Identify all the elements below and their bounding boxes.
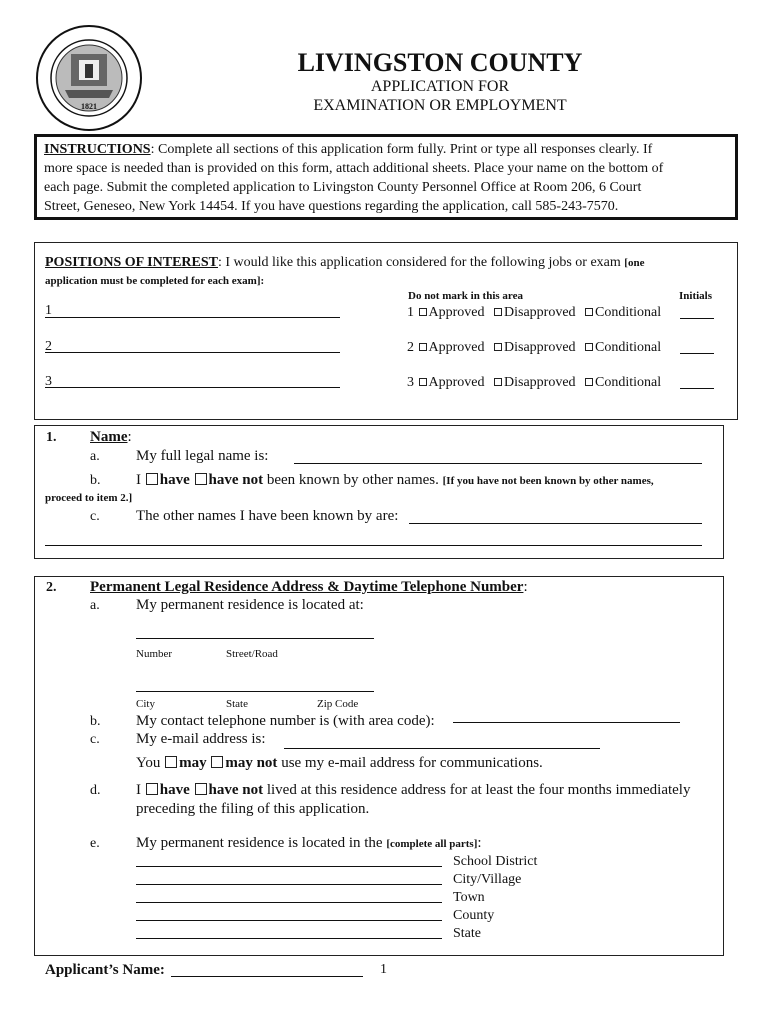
- city-caption: City: [136, 698, 155, 710]
- county-seal: [35, 24, 143, 132]
- disapproved-checkbox-3[interactable]: [494, 378, 502, 386]
- status-row-3: 3 Approved Disapproved Conditional: [407, 375, 662, 390]
- section-1-box: [34, 425, 724, 559]
- full-legal-name-input[interactable]: [294, 463, 702, 464]
- applicant-name-label: Applicant’s Name:: [45, 962, 165, 978]
- email-permission: You may may not use my e-mail address for communications.: [136, 755, 543, 771]
- county-label: County: [453, 908, 495, 923]
- approved-checkbox-2[interactable]: [419, 343, 427, 351]
- residency-question: I have have not lived at this residence address for at least the four months immediately: [136, 782, 691, 798]
- initials-input-2[interactable]: [680, 353, 714, 354]
- town-input[interactable]: [136, 902, 442, 903]
- have-not-checkbox[interactable]: [195, 473, 207, 485]
- number-caption: Number: [136, 648, 173, 660]
- residency-have-checkbox[interactable]: [146, 783, 158, 795]
- positions-note: application must be completed for each exam]:: [45, 275, 265, 287]
- telephone-label: My contact telephone number is (with area code):: [136, 713, 435, 729]
- form-subtitle-2: EXAMINATION OR EMPLOYMENT: [313, 97, 567, 114]
- page-number: 1: [380, 962, 387, 977]
- conditional-checkbox-2[interactable]: [585, 343, 593, 351]
- item-1b-label: b.: [90, 473, 101, 488]
- full-legal-name-label: My full legal name is:: [136, 448, 269, 464]
- section-1-title: Name:: [90, 429, 132, 445]
- county-title: LIVINGSTON COUNTY: [297, 48, 583, 77]
- residence-label: My permanent residence is located at:: [136, 597, 364, 613]
- status-row-2: 2 Approved Disapproved Conditional: [407, 340, 662, 355]
- initials-input-3[interactable]: [680, 388, 714, 389]
- have-checkbox[interactable]: [146, 473, 158, 485]
- item-2c-label: c.: [90, 732, 100, 747]
- street-address-input[interactable]: [136, 638, 374, 639]
- proceed-note: proceed to item 2.]: [45, 492, 133, 504]
- email-label: My e-mail address is:: [136, 731, 266, 747]
- item-2b-label: b.: [90, 714, 101, 729]
- section-1-number: 1.: [46, 430, 57, 445]
- other-names-question: I have have not been known by other names. [If you have not been known by other names,: [136, 472, 654, 488]
- residency-question-cont: preceding the filing of this application.: [136, 801, 370, 817]
- position-2-input[interactable]: [45, 352, 340, 353]
- disapproved-checkbox-1[interactable]: [494, 308, 502, 316]
- positions-heading: POSITIONS OF INTEREST: I would like this application considered for the following jobs or exam [one: [45, 255, 645, 270]
- instructions-label: INSTRUCTIONS: [44, 142, 151, 157]
- position-1-number: 1: [45, 303, 52, 318]
- email-input[interactable]: [284, 748, 600, 749]
- position-2-number: 2: [45, 339, 52, 354]
- position-3-input[interactable]: [45, 387, 340, 388]
- state-label: State: [453, 926, 481, 941]
- initials-input-1[interactable]: [680, 318, 714, 319]
- item-2d-label: d.: [90, 783, 101, 798]
- initials-header: Initials: [679, 290, 713, 302]
- section-2-number: 2.: [46, 580, 57, 595]
- applicant-name-input[interactable]: [171, 976, 363, 977]
- approved-checkbox-1[interactable]: [419, 308, 427, 316]
- item-2e-label: e.: [90, 836, 100, 851]
- telephone-input[interactable]: [453, 722, 680, 723]
- state-caption: State: [226, 698, 248, 710]
- item-1c-label: c.: [90, 509, 100, 524]
- seal-year: 1821: [81, 102, 97, 111]
- town-label: Town: [453, 890, 485, 905]
- zip-caption: Zip Code: [317, 698, 359, 710]
- other-names-input-2[interactable]: [45, 545, 702, 546]
- residency-have-not-checkbox[interactable]: [195, 783, 207, 795]
- office-use-note: Do not mark in this area: [408, 290, 523, 302]
- school-district-input[interactable]: [136, 866, 442, 867]
- instructions-text: INSTRUCTIONS: Complete all sections of this application form fully. Print or type all responses clearly. If more space is needed than is provided on this form, attach additional sheets. Place your name on the bottom of each page. Submit the completed application to Livingston County Personnel Office at Room 206, 6 Court Street, Geneseo, New York 14454. If you have questions regarding the application, call 585-243-7570.: [44, 142, 664, 214]
- state-input[interactable]: [136, 938, 442, 939]
- residence-location-label: My permanent residence is located in the [complete all parts]:: [136, 835, 482, 851]
- disapproved-checkbox-2[interactable]: [494, 343, 502, 351]
- position-3-number: 3: [45, 374, 52, 389]
- may-not-checkbox[interactable]: [211, 756, 223, 768]
- city-state-zip-input[interactable]: [136, 691, 374, 692]
- conditional-checkbox-1[interactable]: [585, 308, 593, 316]
- may-checkbox[interactable]: [165, 756, 177, 768]
- item-1a-label: a.: [90, 449, 100, 464]
- approved-checkbox-3[interactable]: [419, 378, 427, 386]
- section-2-title: Permanent Legal Residence Address & Daytime Telephone Number:: [90, 579, 528, 595]
- form-subtitle-1: APPLICATION FOR: [370, 78, 510, 95]
- other-names-label: The other names I have been known by are:: [136, 508, 399, 524]
- conditional-checkbox-3[interactable]: [585, 378, 593, 386]
- street-caption: Street/Road: [226, 648, 278, 660]
- item-2a-label: a.: [90, 598, 100, 613]
- county-input[interactable]: [136, 920, 442, 921]
- city-village-label: City/Village: [453, 872, 522, 887]
- position-1-input[interactable]: [45, 317, 340, 318]
- school-district-label: School District: [453, 854, 538, 869]
- status-row-1: 1 Approved Disapproved Conditional: [407, 305, 662, 320]
- city-village-input[interactable]: [136, 884, 442, 885]
- other-names-input-1[interactable]: [409, 523, 702, 524]
